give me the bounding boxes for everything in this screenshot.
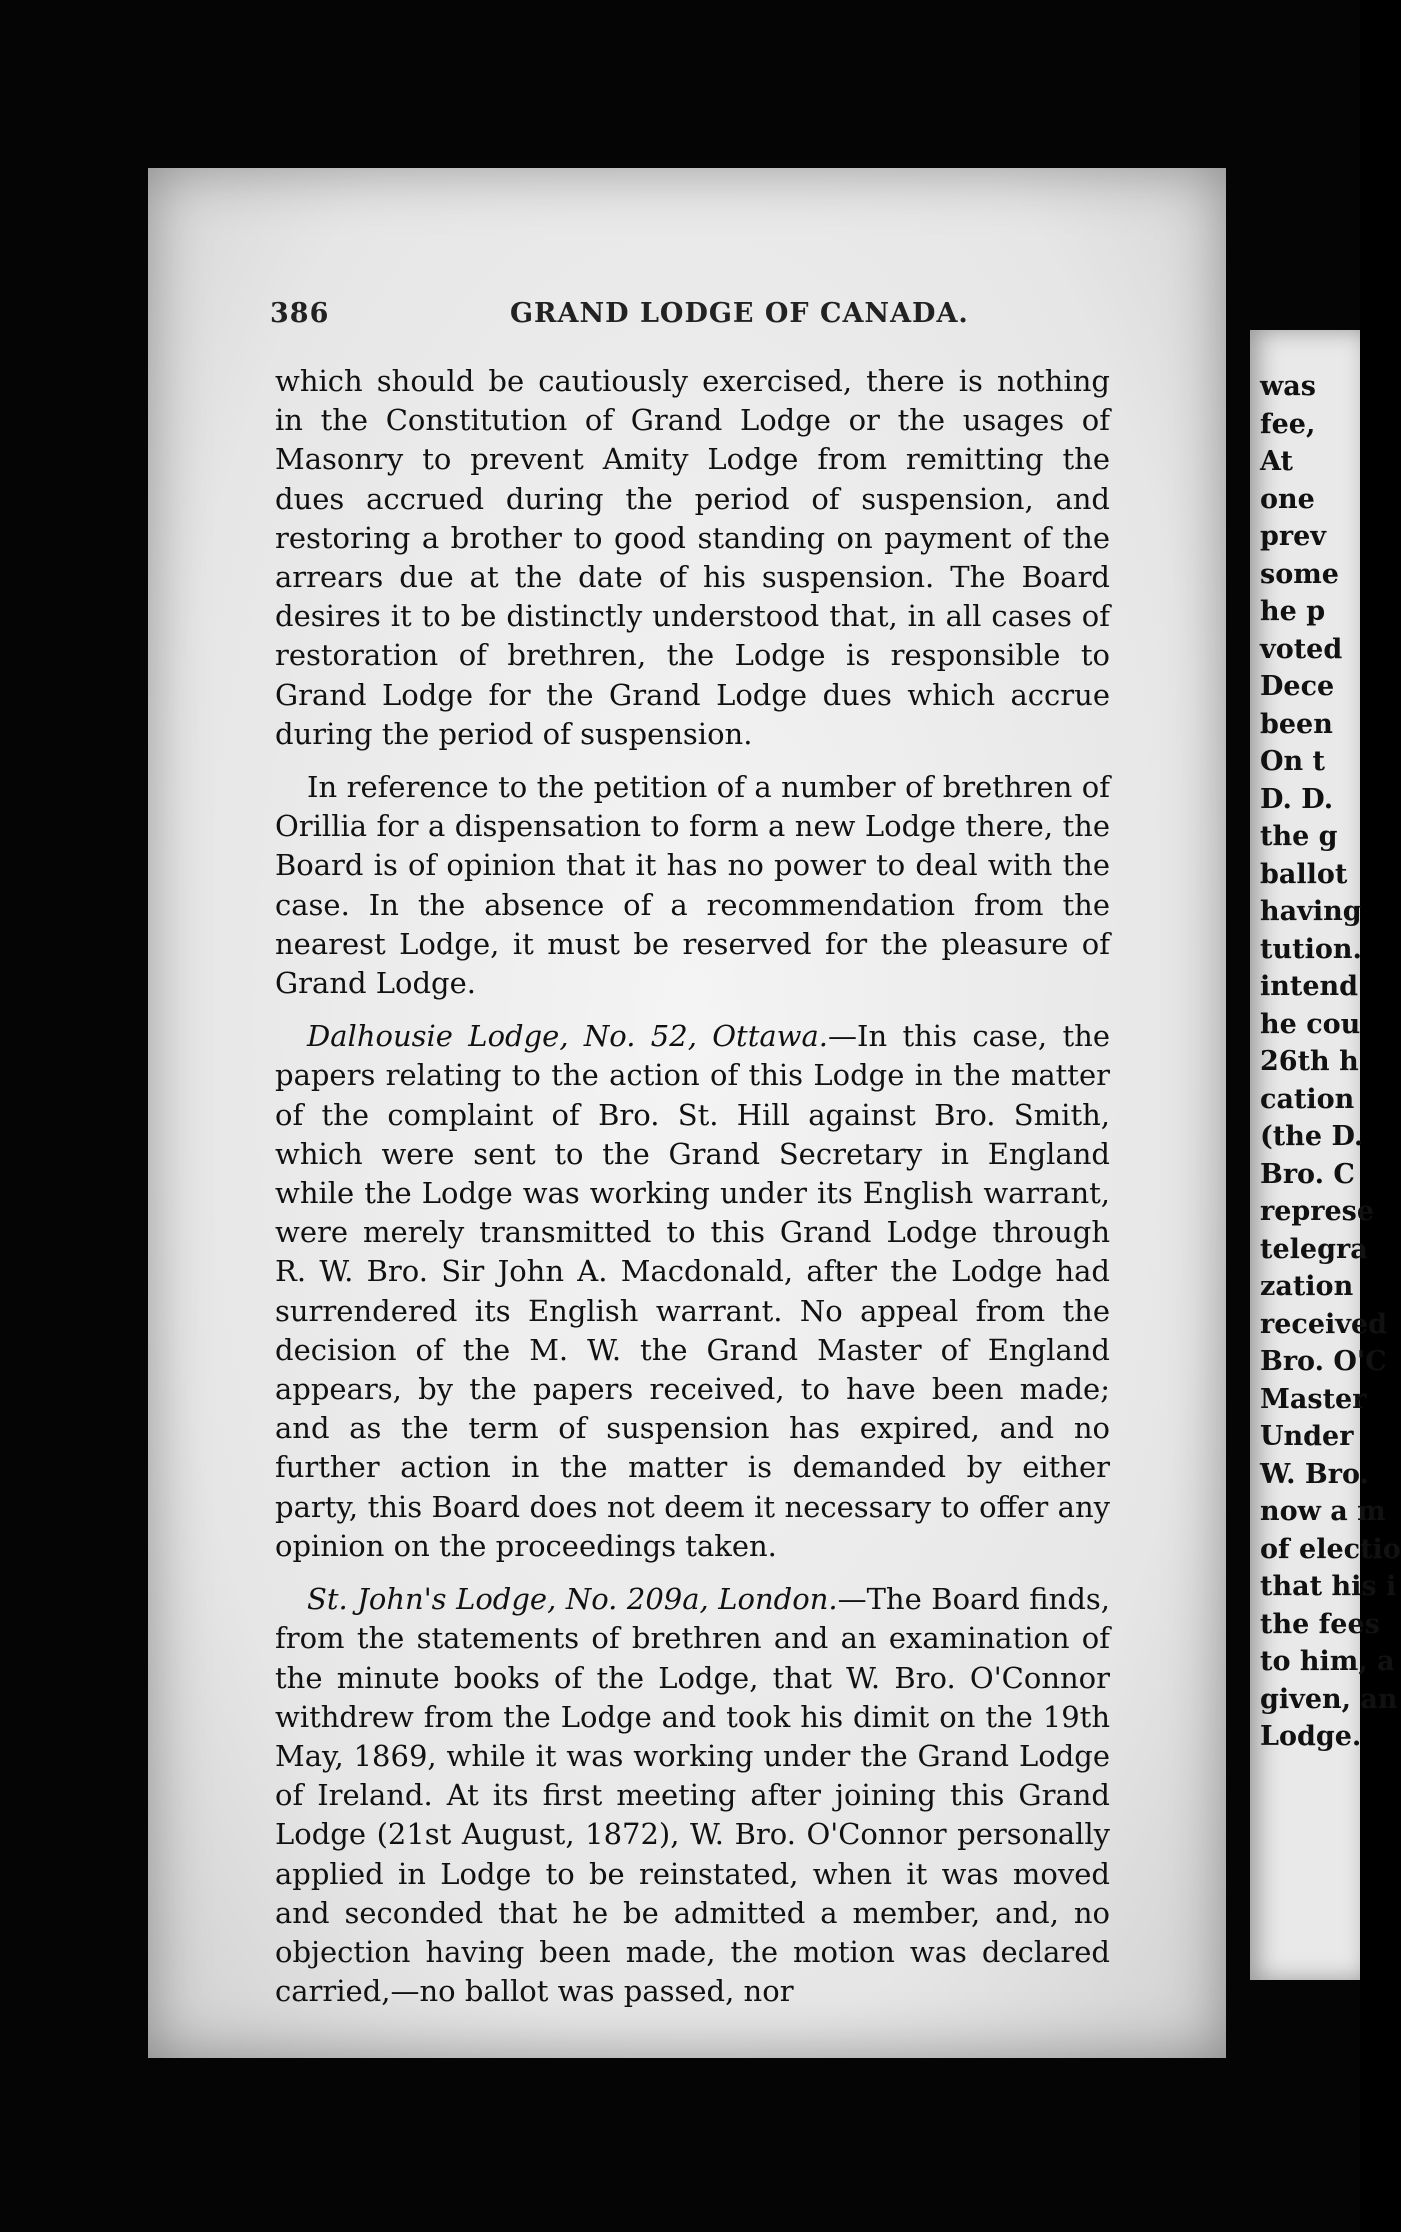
running-head [270,298,1100,338]
right-page-line: to him, a [1260,1646,1395,1677]
right-page-line: fee, [1260,408,1316,440]
paragraph-orillia [275,768,1110,1003]
right-page-line: At [1260,446,1293,477]
right-page-line: ballot [1260,858,1348,890]
body-text [275,362,1110,2042]
paragraph-heading: St. John's Lodge, No. 209a, London. [307,1582,838,1617]
right-page-line: Dece [1260,671,1335,702]
right-page-line: having [1260,896,1362,927]
right-page-line: 26th h [1260,1046,1359,1077]
right-page-line: was [1260,371,1316,402]
right-page-line: prev [1260,521,1326,552]
page-number: 386 [270,298,330,329]
right-page-line: Under [1260,1421,1354,1452]
right-page-line: zation [1260,1271,1354,1302]
right-page-line: cation [1260,1083,1355,1115]
paragraph-st-johns-lodge [275,1580,1110,2011]
right-page-line: W. Bro. [1260,1458,1369,1490]
right-page-line: he cou [1260,1008,1361,1040]
right-page-line: of electio [1260,1533,1401,1565]
right-page-line: been [1260,708,1333,740]
right-page-line: Master [1260,1383,1367,1415]
right-page-line: intend [1260,971,1359,1002]
right-page-line: Bro. O'C [1260,1346,1387,1377]
right-page-line: (the D. [1260,1121,1364,1152]
paragraph-text: which should be cautiously exercised, there is nothing in the Constitution of Grand Lodge or the usages of Masonry to prevent Amity Lodge from remitting the dues accrued during the period of suspension, and restoring a brother to good standing on payment of the arrears due at the date of his suspension. The Board desires it to be distinctly understood that, in all cases of restoration of brethren, the Lodge is responsible to Grand Lodge for the Grand Lodge dues which accrue during the period of suspension. [275,364,1110,751]
right-page-line: now a m [1260,1496,1386,1527]
right-page-line: telegra [1260,1233,1368,1265]
paragraph-text: —In this case, the papers relating to the action of this Lodge in the matter of the complaint of Bro. St. Hill against Bro. Smith, which were sent to the Grand Secretary in England while the Lodge was working under its English warrant, were merely transmitted to this Grand Lodge through R. W. Bro. Sir John A. Macdonald, after the Lodge had surrendered its English warrant. No appeal from the decision of the M. W. the Grand Master of England appears, by the papers received, to have been made; and as the term of suspension has expired, and no further action in the matter is demanded by either party, this Board does not deem it necessary to offer any opinion on the proceedings taken. [275,1019,1110,1563]
right-page-lines [1260,368,1401,1756]
right-page-line: represe [1260,1196,1375,1227]
right-page-line: some [1260,558,1339,590]
running-title: GRAND LODGE OF CANADA. [510,298,969,329]
paragraph-dalhousie-lodge [275,1017,1110,1566]
right-page-line: tution. [1260,933,1362,965]
right-page-line: On t [1260,746,1326,777]
right-page-line: given, an [1260,1683,1398,1715]
right-page-line: the fees [1260,1608,1380,1640]
paragraph-heading: Dalhousie Lodge, No. 52, Ottawa. [307,1019,828,1054]
right-page-line: that his i [1260,1571,1397,1602]
right-page-line: received [1260,1308,1388,1340]
right-page-line: D. D. [1260,783,1334,815]
right-page-line: Lodge. [1260,1721,1362,1752]
right-page-line: one [1260,483,1315,515]
right-page-line: the g [1260,821,1338,852]
paragraph-amity-lodge [275,362,1110,754]
right-page-line: he p [1260,596,1326,627]
right-page-line: Bro. C [1260,1158,1355,1190]
right-page-fragment [1250,330,1401,1980]
paragraph-text: —The Board finds, from the statements of brethren and an examination of the minute books of the Lodge, that W. Bro. O'Connor withdrew from the Lodge and took his dimit on the 19th May, 1869, while it was working under the Grand Lodge of Ireland. At its first meeting after joining this Grand Lodge (21st August, 1872), W. Bro. O'Connor personally applied in Lodge to be reinstated, when it was moved and seconded that he be admitted a member, and, no objection having been made, the motion was declared carried,—no ballot was passed, nor [275,1582,1110,2009]
right-page-line: voted [1260,633,1343,665]
paragraph-text: In reference to the petition of a number of brethren of Orillia for a dispensation to form a new Lodge there, the Board is of opinion that it has no power to deal with the case. In the absence of a recommendation from the nearest Lodge, it must be reserved for the pleasure of Grand Lodge. [275,770,1110,1001]
